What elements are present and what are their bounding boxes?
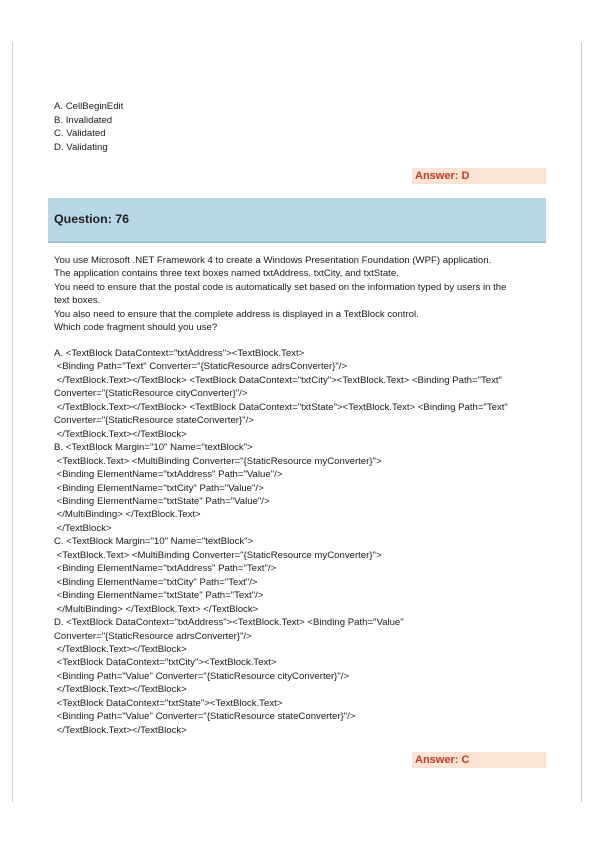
code-line: </MultiBinding> </TextBlock.Text> </TextBlock> [54,603,259,615]
question-body [54,254,546,334]
option-c: C. Validated [54,128,106,140]
code-line: <TextBlock DataContext="txtCity"><TextBlock.Text> [54,657,277,669]
code-line: </MultiBinding> </TextBlock.Text> [54,509,201,521]
option-b: B. Invalidated [54,114,113,126]
answer-bar: Answer: C [412,752,546,768]
option-a: A. CellBeginEdit [54,101,124,112]
code-line: <Binding ElementName="txtAddress" Path="Value"/> [54,469,283,481]
code-line: D. <TextBlock DataContext="txtAddress"><TextBlock.Text> <Binding Path="Value" [54,617,404,629]
code-line: </TextBlock.Text></TextBlock> <TextBlock DataContext="txtState"><TextBlock.Text> <Binding Path="Text" [54,401,508,413]
answer-options-code [54,347,546,737]
previous-answer-bar: Answer: D [412,168,546,184]
option-d: D. Validating [54,141,108,153]
code-line: <Binding Path="Text" Converter="{StaticResource adrsConverter}"/> [54,361,348,373]
code-line: </TextBlock.Text></TextBlock> [54,724,187,736]
question-paragraph: text boxes. [54,295,101,307]
code-line: </TextBlock.Text></TextBlock> [54,428,187,440]
code-line: Converter="{StaticResource cityConverter}"/> [54,388,248,400]
code-line: <TextBlock.Text> <MultiBinding Converter="{StaticResource myConverter}"> [54,549,382,561]
left-margin-rule [12,42,13,802]
code-line: A. <TextBlock DataContext="txtAddress"><TextBlock.Text> [54,348,305,359]
code-line: Converter="{StaticResource adrsConverter}"/> [54,630,252,642]
code-line: C. <TextBlock Margin="10" Name="textBlock"> [54,536,254,548]
right-margin-rule [581,42,582,802]
code-line: <Binding Path="Value" Converter="{StaticResource stateConverter}"/> [54,711,356,723]
question-paragraph: The application contains three text boxes named txtAddress, txtCity, and txtState. [54,268,399,280]
code-line: B. <TextBlock Margin="10" Name="textBlock"> [54,442,253,454]
code-line: </TextBlock.Text></TextBlock> [54,684,187,696]
code-line: <Binding ElementName="txtState" Path="Text"/> [54,590,264,602]
code-line: </TextBlock.Text></TextBlock> <TextBlock DataContext="txtCity"><TextBlock.Text> <Binding Path="Text" [54,374,502,386]
code-line: <Binding ElementName="txtState" Path="Value"/> [54,495,270,507]
code-line: <Binding ElementName="txtCity" Path="Text"/> [54,576,258,588]
previous-question-options [54,100,123,154]
code-line: </TextBlock> [54,522,112,534]
code-line: </TextBlock.Text></TextBlock> [54,643,187,655]
question-title: Question: 76 [54,212,130,226]
question-paragraph: You also need to ensure that the complete address is displayed in a TextBlock control. [54,308,419,320]
code-line: <TextBlock DataContext="txtState"><TextBlock.Text> [54,697,283,709]
code-line: Converter="{StaticResource stateConverter}"/> [54,415,254,427]
code-line: <Binding ElementName="txtAddress" Path="Text"/> [54,563,277,575]
code-line: <Binding Path="Value" Converter="{StaticResource cityConverter}"/> [54,670,350,682]
code-line: <TextBlock.Text> <MultiBinding Converter="{StaticResource myConverter}"> [54,455,382,467]
question-paragraph: Which code fragment should you use? [54,322,218,334]
question-paragraph: You need to ensure that the postal code is automatically set based on the information typed by users in the [54,281,507,293]
code-line: <Binding ElementName="txtCity" Path="Value"/> [54,482,264,494]
question-paragraph: You use Microsoft .NET Framework 4 to create a Windows Presentation Foundation (WPF) application. [54,255,492,266]
question-header [48,198,546,243]
